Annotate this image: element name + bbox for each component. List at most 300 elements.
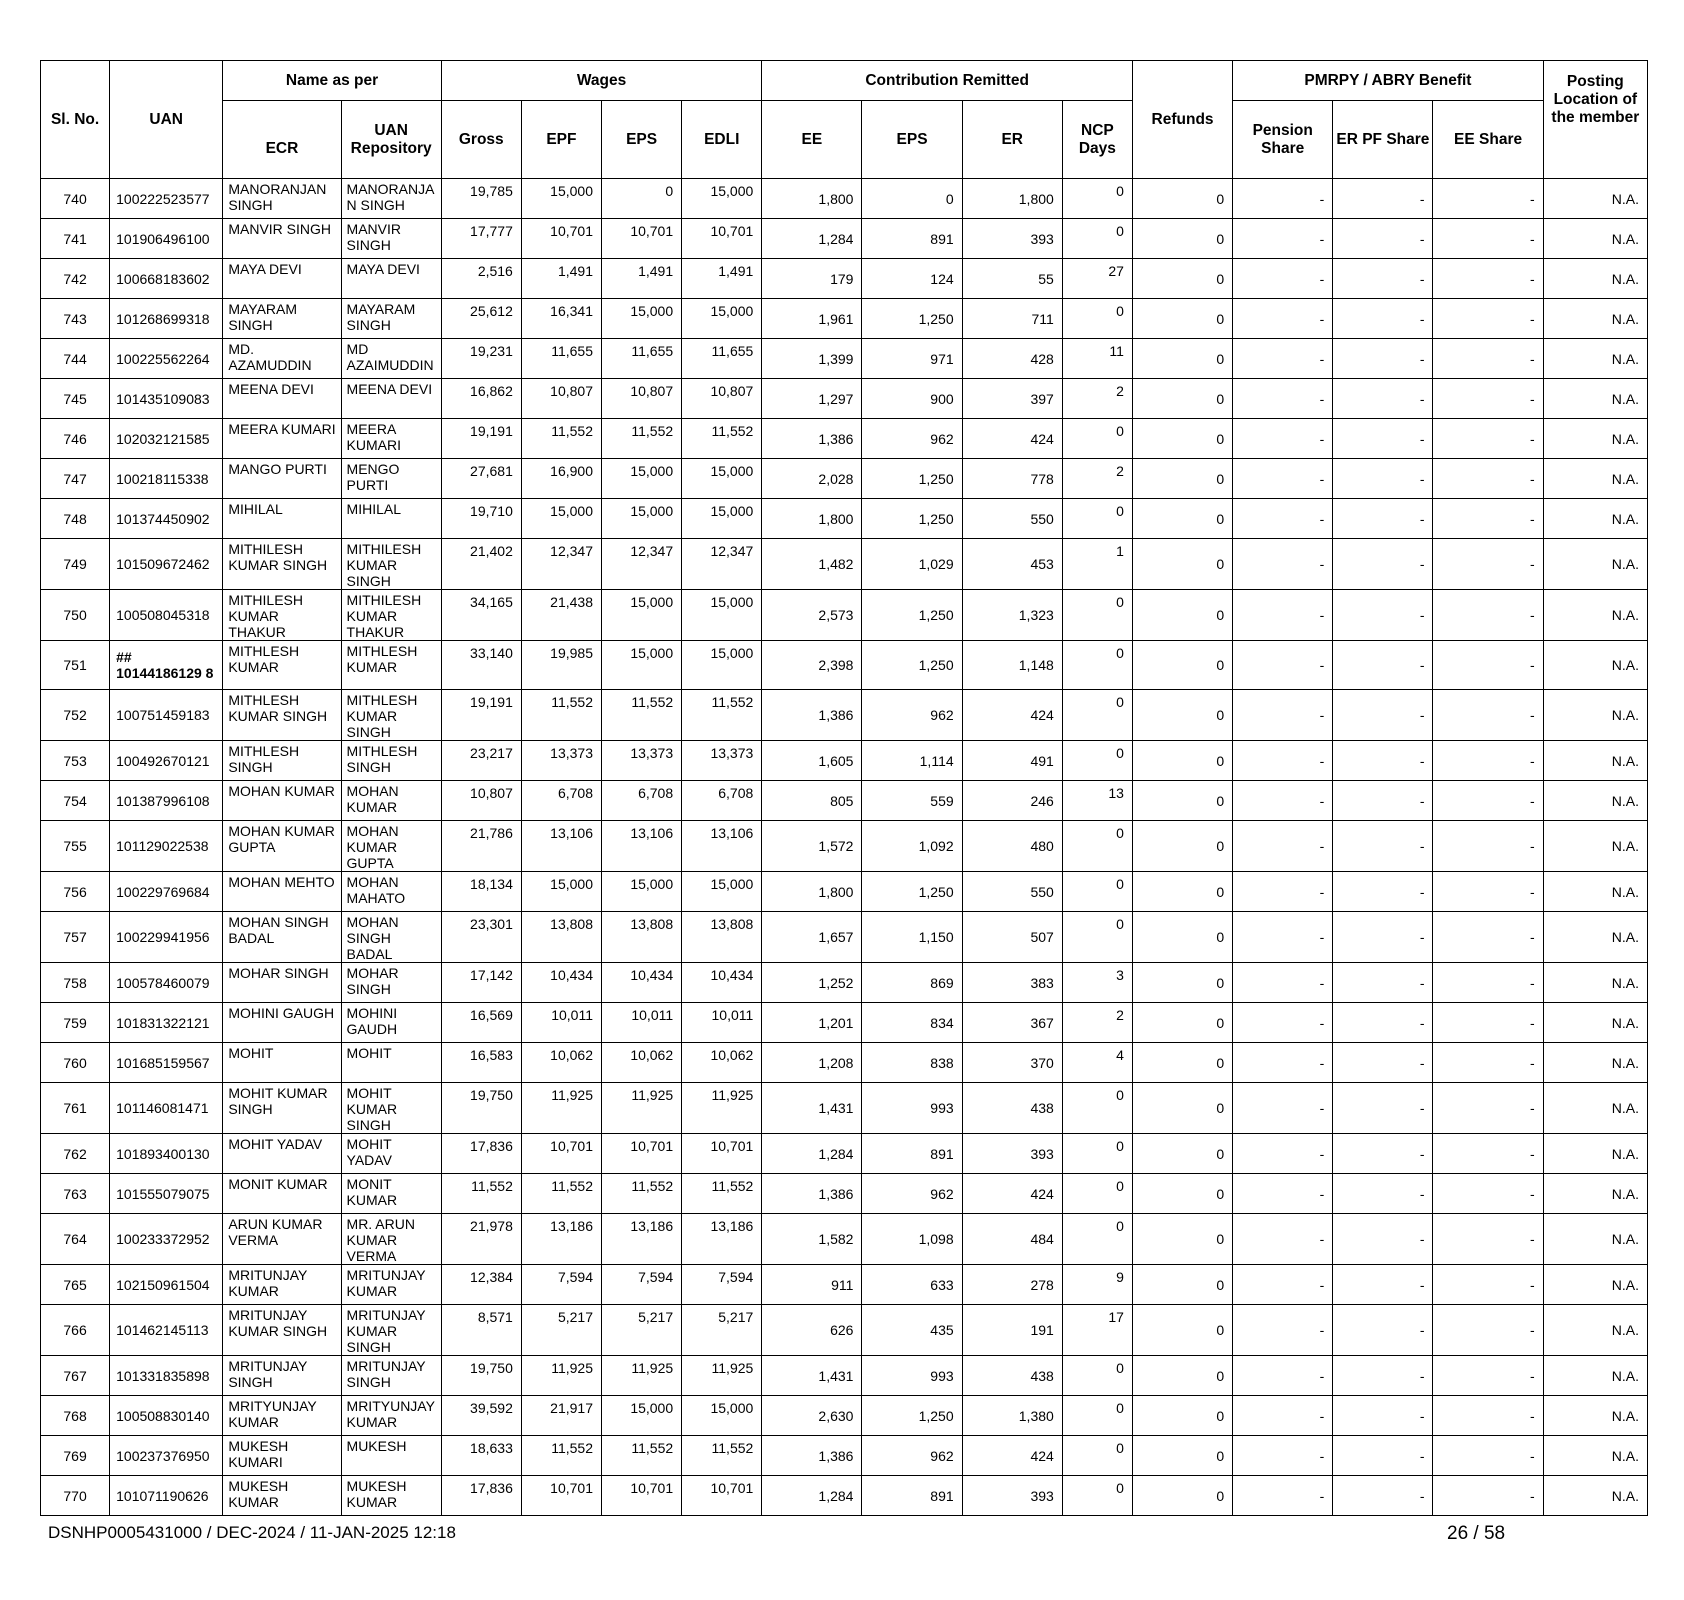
row-name-uan-repository: MRITUNJAY KUMAR SINGH [341,1305,441,1356]
row-pension-share: - [1233,339,1333,379]
row-wages-eps: 13,186 [602,1214,682,1265]
row-contribution-eps: 891 [862,219,962,259]
table-row [41,419,1648,459]
row-posting-location: N.A. [1543,1043,1647,1083]
row-posting-location: N.A. [1543,1436,1647,1476]
row-ee-share: - [1433,641,1543,690]
row-sl-no: 769 [41,1436,110,1476]
table-row [41,1083,1648,1134]
row-pension-share: - [1233,379,1333,419]
row-contribution-er: 393 [962,1476,1062,1516]
row-contribution-ee: 179 [762,259,862,299]
row-wages-epf: 10,434 [521,963,601,1003]
row-name-ecr: MANGO PURTI [223,459,341,499]
row-name-uan-repository: MRITUNJAY KUMAR [341,1265,441,1305]
row-ee-share: - [1433,1436,1543,1476]
row-posting-location: N.A. [1543,1174,1647,1214]
row-posting-location: N.A. [1543,259,1647,299]
header-uan-repository: UAN Repository [341,101,441,179]
row-er-pf-share: - [1333,299,1433,339]
table-body [41,179,1648,1516]
row-refunds: 0 [1132,1134,1232,1174]
row-ncp-days: 17 [1062,1305,1132,1356]
row-ncp-days: 3 [1062,963,1132,1003]
table-row [41,781,1648,821]
row-wages-eps: 7,594 [602,1265,682,1305]
row-contribution-eps: 435 [862,1305,962,1356]
table-row [41,690,1648,741]
row-er-pf-share: - [1333,741,1433,781]
row-contribution-ee: 2,398 [762,641,862,690]
row-er-pf-share: - [1333,1476,1433,1516]
row-contribution-eps: 891 [862,1476,962,1516]
row-wages-gross: 17,777 [441,219,521,259]
table-row [41,1396,1648,1436]
row-wages-eps: 10,701 [602,1134,682,1174]
table-row [41,1436,1648,1476]
row-wages-eps: 1,491 [602,259,682,299]
row-ee-share: - [1433,339,1543,379]
table-row [41,963,1648,1003]
row-contribution-ee: 1,208 [762,1043,862,1083]
row-ncp-days: 0 [1062,912,1132,963]
row-name-uan-repository: MOHAN KUMAR GUPTA [341,821,441,872]
row-posting-location: N.A. [1543,219,1647,259]
row-pension-share: - [1233,539,1333,590]
row-uan: 101387996108 [110,781,223,821]
row-sl-no: 740 [41,179,110,219]
row-contribution-eps: 633 [862,1265,962,1305]
row-wages-edli: 13,106 [682,821,762,872]
row-name-ecr: MUKESH KUMAR [223,1476,341,1516]
row-ncp-days: 0 [1062,1356,1132,1396]
row-uan: 100229769684 [110,872,223,912]
row-sl-no: 762 [41,1134,110,1174]
row-name-ecr: MITHLESH SINGH [223,741,341,781]
row-wages-gross: 2,516 [441,259,521,299]
row-posting-location: N.A. [1543,641,1647,690]
row-contribution-er: 428 [962,339,1062,379]
row-uan: 102150961504 [110,1265,223,1305]
row-name-uan-repository: MR. ARUN KUMAR VERMA [341,1214,441,1265]
row-ncp-days: 0 [1062,1134,1132,1174]
row-wages-epf: 7,594 [521,1265,601,1305]
row-sl-no: 757 [41,912,110,963]
row-contribution-eps: 124 [862,259,962,299]
row-ee-share: - [1433,1476,1543,1516]
row-er-pf-share: - [1333,590,1433,641]
row-refunds: 0 [1132,1003,1232,1043]
row-wages-edli: 11,552 [682,1174,762,1214]
row-ncp-days: 2 [1062,1003,1132,1043]
row-pension-share: - [1233,179,1333,219]
row-wages-gross: 17,836 [441,1134,521,1174]
row-wages-gross: 17,142 [441,963,521,1003]
row-wages-edli: 15,000 [682,299,762,339]
row-er-pf-share: - [1333,781,1433,821]
row-name-uan-repository: MOHIT KUMAR SINGH [341,1083,441,1134]
row-posting-location: N.A. [1543,590,1647,641]
row-wages-gross: 21,978 [441,1214,521,1265]
row-ee-share: - [1433,1134,1543,1174]
row-wages-epf: 10,701 [521,1476,601,1516]
row-wages-eps: 11,552 [602,690,682,741]
row-contribution-ee: 1,605 [762,741,862,781]
row-wages-eps: 5,217 [602,1305,682,1356]
row-uan: 100218115338 [110,459,223,499]
row-uan: 101146081471 [110,1083,223,1134]
row-refunds: 0 [1132,1043,1232,1083]
row-name-uan-repository: MUKESH KUMAR [341,1476,441,1516]
row-pension-share: - [1233,1436,1333,1476]
table-row [41,499,1648,539]
row-uan: 101331835898 [110,1356,223,1396]
row-contribution-eps: 1,114 [862,741,962,781]
row-name-ecr: MITHLESH KUMAR [223,641,341,690]
row-contribution-eps: 0 [862,179,962,219]
row-sl-no: 763 [41,1174,110,1214]
row-contribution-eps: 1,250 [862,499,962,539]
row-contribution-eps: 1,029 [862,539,962,590]
row-name-uan-repository: MITHLESH KUMAR [341,641,441,690]
row-uan: 100578460079 [110,963,223,1003]
row-uan: 100222523577 [110,179,223,219]
row-ncp-days: 0 [1062,590,1132,641]
row-pension-share: - [1233,963,1333,1003]
row-name-ecr: MIHILAL [223,499,341,539]
row-pension-share: - [1233,781,1333,821]
row-ncp-days: 0 [1062,219,1132,259]
header-eps: EPS [602,101,682,179]
row-sl-no: 744 [41,339,110,379]
row-sl-no: 761 [41,1083,110,1134]
row-wages-epf: 21,917 [521,1396,601,1436]
row-wages-gross: 16,569 [441,1003,521,1043]
row-ncp-days: 9 [1062,1265,1132,1305]
row-uan: 100229941956 [110,912,223,963]
row-wages-edli: 15,000 [682,499,762,539]
row-er-pf-share: - [1333,219,1433,259]
row-contribution-er: 1,380 [962,1396,1062,1436]
row-contribution-ee: 2,573 [762,590,862,641]
row-ee-share: - [1433,590,1543,641]
row-posting-location: N.A. [1543,1003,1647,1043]
row-contribution-er: 424 [962,1174,1062,1214]
row-refunds: 0 [1132,299,1232,339]
row-wages-eps: 10,807 [602,379,682,419]
footer-page-number: 26 / 58 [1447,1523,1506,1544]
header-pension-share: Pension Share [1233,101,1333,179]
row-uan: 101509672462 [110,539,223,590]
row-refunds: 0 [1132,963,1232,1003]
footer-reference: DSNHP0005431000 / DEC-2024 / 11-JAN-2025 12:18 [48,1523,456,1542]
row-ncp-days: 1 [1062,539,1132,590]
row-posting-location: N.A. [1543,339,1647,379]
row-ee-share: - [1433,690,1543,741]
row-posting-location: N.A. [1543,872,1647,912]
row-posting-location: N.A. [1543,539,1647,590]
row-wages-eps: 0 [602,179,682,219]
row-ee-share: - [1433,1396,1543,1436]
row-pension-share: - [1233,1003,1333,1043]
row-sl-no: 751 [41,641,110,690]
row-refunds: 0 [1132,1083,1232,1134]
row-pension-share: - [1233,1174,1333,1214]
row-contribution-er: 393 [962,1134,1062,1174]
table-row [41,459,1648,499]
row-name-ecr: MAYARAM SINGH [223,299,341,339]
row-sl-no: 767 [41,1356,110,1396]
row-wages-edli: 1,491 [682,259,762,299]
row-contribution-ee: 1,284 [762,219,862,259]
row-ee-share: - [1433,1003,1543,1043]
row-uan: 100225562264 [110,339,223,379]
row-name-ecr: MEERA KUMARI [223,419,341,459]
row-wages-epf: 16,341 [521,299,601,339]
row-wages-eps: 13,808 [602,912,682,963]
row-contribution-er: 191 [962,1305,1062,1356]
header-name-as-per: Name as per [223,61,441,101]
row-contribution-er: 424 [962,690,1062,741]
row-refunds: 0 [1132,1396,1232,1436]
header-sl-no: Sl. No. [41,61,110,179]
table-row [41,1003,1648,1043]
row-wages-epf: 13,106 [521,821,601,872]
row-contribution-eps: 1,250 [862,641,962,690]
row-contribution-eps: 891 [862,1134,962,1174]
row-contribution-eps: 962 [862,419,962,459]
row-uan: 100508830140 [110,1396,223,1436]
row-contribution-er: 397 [962,379,1062,419]
row-wages-epf: 10,701 [521,219,601,259]
header-gross: Gross [441,101,521,179]
table-header [41,61,1648,179]
row-contribution-eps: 1,250 [862,590,962,641]
row-name-uan-repository: MIHILAL [341,499,441,539]
row-contribution-eps: 1,250 [862,459,962,499]
row-uan: 101268699318 [110,299,223,339]
row-name-ecr: MOHINI GAUGH [223,1003,341,1043]
row-wages-edli: 10,701 [682,1476,762,1516]
row-sl-no: 747 [41,459,110,499]
row-uan: 101831322121 [110,1003,223,1043]
row-wages-edli: 10,701 [682,1134,762,1174]
row-uan: 101435109083 [110,379,223,419]
row-contribution-eps: 993 [862,1083,962,1134]
row-ee-share: - [1433,219,1543,259]
row-wages-eps: 15,000 [602,499,682,539]
row-name-ecr: MITHILESH KUMAR SINGH [223,539,341,590]
row-name-ecr: MAYA DEVI [223,259,341,299]
row-contribution-er: 438 [962,1083,1062,1134]
row-wages-gross: 8,571 [441,1305,521,1356]
row-name-ecr: MRITYUNJAY KUMAR [223,1396,341,1436]
row-er-pf-share: - [1333,1174,1433,1214]
row-contribution-eps: 971 [862,339,962,379]
table-row [41,1174,1648,1214]
row-name-uan-repository: MOHAN MAHATO [341,872,441,912]
row-name-uan-repository: MUKESH [341,1436,441,1476]
row-refunds: 0 [1132,219,1232,259]
row-contribution-eps: 838 [862,1043,962,1083]
row-wages-gross: 19,191 [441,419,521,459]
row-ee-share: - [1433,259,1543,299]
row-ee-share: - [1433,1305,1543,1356]
row-wages-edli: 7,594 [682,1265,762,1305]
row-er-pf-share: - [1333,1305,1433,1356]
row-uan: 101893400130 [110,1134,223,1174]
row-wages-edli: 11,925 [682,1083,762,1134]
row-wages-gross: 23,301 [441,912,521,963]
row-wages-epf: 10,062 [521,1043,601,1083]
row-ee-share: - [1433,1174,1543,1214]
row-posting-location: N.A. [1543,690,1647,741]
row-wages-edli: 12,347 [682,539,762,590]
row-pension-share: - [1233,590,1333,641]
row-ncp-days: 0 [1062,179,1132,219]
row-contribution-er: 778 [962,459,1062,499]
row-posting-location: N.A. [1543,1396,1647,1436]
row-name-uan-repository: MOHINI GAUDH [341,1003,441,1043]
row-er-pf-share: - [1333,1134,1433,1174]
row-uan: 101071190626 [110,1476,223,1516]
row-name-ecr: MOHIT YADAV [223,1134,341,1174]
row-refunds: 0 [1132,419,1232,459]
row-er-pf-share: - [1333,419,1433,459]
row-refunds: 0 [1132,590,1232,641]
row-contribution-ee: 1,386 [762,1436,862,1476]
row-contribution-ee: 1,431 [762,1356,862,1396]
row-ee-share: - [1433,379,1543,419]
row-name-ecr: MOHIT [223,1043,341,1083]
row-contribution-er: 393 [962,219,1062,259]
row-name-ecr: MANVIR SINGH [223,219,341,259]
row-posting-location: N.A. [1543,499,1647,539]
row-wages-epf: 13,808 [521,912,601,963]
row-refunds: 0 [1132,872,1232,912]
row-contribution-er: 480 [962,821,1062,872]
row-wages-eps: 11,552 [602,1174,682,1214]
row-posting-location: N.A. [1543,741,1647,781]
row-wages-epf: 15,000 [521,499,601,539]
row-wages-epf: 10,701 [521,1134,601,1174]
row-posting-location: N.A. [1543,912,1647,963]
row-name-ecr: MRITUNJAY KUMAR [223,1265,341,1305]
row-refunds: 0 [1132,459,1232,499]
row-wages-epf: 19,985 [521,641,601,690]
row-contribution-ee: 1,431 [762,1083,862,1134]
row-name-uan-repository: MAYARAM SINGH [341,299,441,339]
row-wages-eps: 15,000 [602,872,682,912]
row-wages-gross: 34,165 [441,590,521,641]
row-wages-gross: 21,786 [441,821,521,872]
row-wages-eps: 10,011 [602,1003,682,1043]
row-er-pf-share: - [1333,459,1433,499]
row-refunds: 0 [1132,821,1232,872]
row-sl-no: 766 [41,1305,110,1356]
row-contribution-er: 711 [962,299,1062,339]
row-name-ecr: MRITUNJAY KUMAR SINGH [223,1305,341,1356]
row-sl-no: 745 [41,379,110,419]
row-wages-eps: 15,000 [602,299,682,339]
row-refunds: 0 [1132,499,1232,539]
row-uan: 100751459183 [110,690,223,741]
row-contribution-eps: 834 [862,1003,962,1043]
row-sl-no: 755 [41,821,110,872]
row-uan: 100492670121 [110,741,223,781]
row-refunds: 0 [1132,1174,1232,1214]
row-pension-share: - [1233,1265,1333,1305]
table-row [41,1134,1648,1174]
row-refunds: 0 [1132,379,1232,419]
row-wages-gross: 19,785 [441,179,521,219]
row-uan: ## 10144186129 8 [110,641,223,690]
row-ncp-days: 13 [1062,781,1132,821]
row-contribution-er: 278 [962,1265,1062,1305]
row-name-ecr: MD. AZAMUDDIN [223,339,341,379]
row-ee-share: - [1433,821,1543,872]
row-pension-share: - [1233,1396,1333,1436]
row-name-uan-repository: MOHAR SINGH [341,963,441,1003]
row-er-pf-share: - [1333,821,1433,872]
row-sl-no: 764 [41,1214,110,1265]
row-refunds: 0 [1132,912,1232,963]
row-ee-share: - [1433,179,1543,219]
row-pension-share: - [1233,1214,1333,1265]
row-posting-location: N.A. [1543,821,1647,872]
row-wages-gross: 33,140 [441,641,521,690]
row-contribution-eps: 1,092 [862,821,962,872]
row-wages-eps: 6,708 [602,781,682,821]
row-wages-eps: 13,106 [602,821,682,872]
row-contribution-ee: 1,386 [762,690,862,741]
row-pension-share: - [1233,1043,1333,1083]
row-wages-edli: 10,701 [682,219,762,259]
row-uan: 101555079075 [110,1174,223,1214]
row-wages-epf: 5,217 [521,1305,601,1356]
row-pension-share: - [1233,459,1333,499]
row-refunds: 0 [1132,690,1232,741]
row-name-ecr: MOHAN KUMAR [223,781,341,821]
row-wages-epf: 10,807 [521,379,601,419]
row-wages-edli: 15,000 [682,459,762,499]
header-wages: Wages [441,61,762,101]
header-contribution-eps: EPS [862,101,962,179]
row-wages-gross: 19,750 [441,1356,521,1396]
row-wages-epf: 11,552 [521,1436,601,1476]
row-name-uan-repository: MOHIT [341,1043,441,1083]
row-sl-no: 756 [41,872,110,912]
row-contribution-eps: 1,098 [862,1214,962,1265]
row-refunds: 0 [1132,1356,1232,1396]
row-wages-edli: 5,217 [682,1305,762,1356]
row-ncp-days: 0 [1062,1083,1132,1134]
row-wages-eps: 11,552 [602,419,682,459]
row-name-ecr: MOHAN MEHTO [223,872,341,912]
row-wages-epf: 15,000 [521,872,601,912]
row-pension-share: - [1233,499,1333,539]
row-ncp-days: 0 [1062,872,1132,912]
row-contribution-ee: 1,800 [762,499,862,539]
row-posting-location: N.A. [1543,459,1647,499]
row-er-pf-share: - [1333,499,1433,539]
row-wages-edli: 10,807 [682,379,762,419]
row-wages-gross: 18,134 [441,872,521,912]
row-ee-share: - [1433,1043,1543,1083]
row-refunds: 0 [1132,1305,1232,1356]
row-contribution-eps: 962 [862,1174,962,1214]
row-wages-gross: 17,836 [441,1476,521,1516]
